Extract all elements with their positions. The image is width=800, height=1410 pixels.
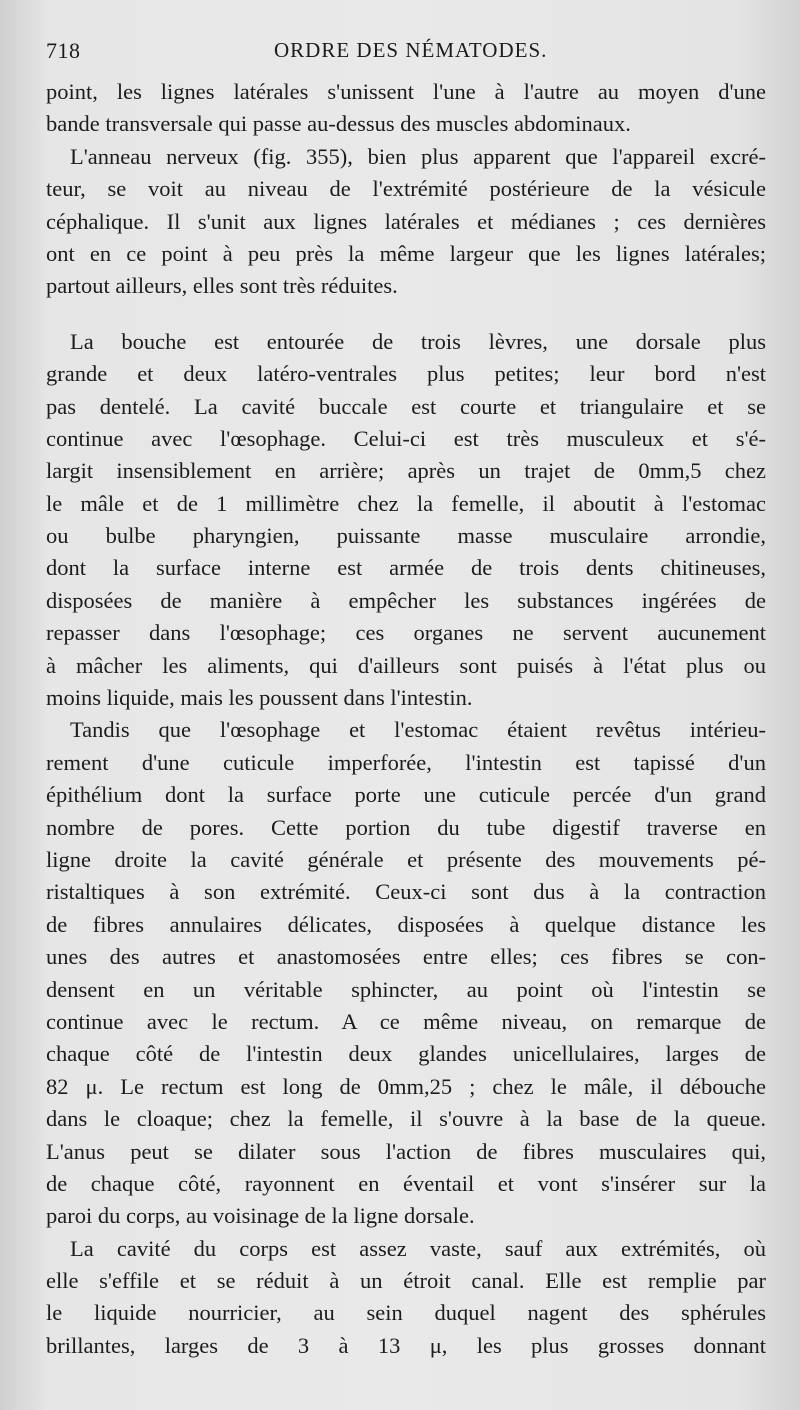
text-line: repasser dans l'œsophage; ces organes ne servent aucunement bbox=[46, 620, 766, 646]
text-line: ou bulbe pharyngien, puissante masse musculaire arrondie, bbox=[46, 523, 766, 549]
text-line: moins liquide, mais les poussent dans l'intestin. bbox=[46, 685, 473, 711]
running-title: ORDRE DES NÉMATODES. bbox=[274, 38, 548, 62]
text-line: paroi du corps, au voisinage de la ligne dorsale. bbox=[46, 1203, 475, 1229]
paragraph bbox=[46, 714, 766, 1232]
text-line: densent en un véritable sphincter, au point où l'intestin se bbox=[46, 976, 766, 1002]
paragraph bbox=[46, 141, 766, 303]
body-text bbox=[46, 76, 766, 1362]
text-line: le liquide nourricier, au sein duquel nagent des sphérules bbox=[46, 1300, 766, 1326]
text-line: le mâle et de 1 millimètre chez la femelle, il aboutit à l'estomac bbox=[46, 490, 766, 516]
text-line: dont la surface interne est armée de trois dents chitineuses, bbox=[46, 555, 766, 581]
text-line: continue avec l'œsophage. Celui-ci est très musculeux et s'é- bbox=[46, 425, 766, 451]
text-line: continue avec le rectum. A ce même niveau, on remarque de bbox=[46, 1008, 766, 1034]
running-head bbox=[46, 38, 766, 68]
text-line: 82 μ. Le rectum est long de 0mm,25 ; chez le mâle, il débouche bbox=[46, 1073, 766, 1099]
text-line: brillantes, larges de 3 à 13 μ, les plus grosses donnant bbox=[46, 1332, 766, 1358]
text-line: ont en ce point à peu près la même largeur que les lignes latérales; bbox=[46, 240, 766, 266]
text-line: teur, se voit au niveau de l'extrémité postérieure de la vésicule bbox=[46, 176, 766, 202]
text-line: dans le cloaque; chez la femelle, il s'ouvre à la base de la queue. bbox=[46, 1106, 766, 1132]
text-line: pas dentelé. La cavité buccale est courte et triangulaire et se bbox=[46, 393, 766, 419]
text-line: grande et deux latéro-ventrales plus petites; leur bord n'est bbox=[46, 361, 766, 387]
text-line: La bouche est entourée de trois lèvres, une dorsale plus bbox=[70, 328, 766, 354]
text-line: épithélium dont la surface porte une cuticule percée d'un grand bbox=[46, 782, 766, 808]
text-line: rement d'une cuticule imperforée, l'intestin est tapissé d'un bbox=[46, 749, 766, 775]
text-line: unes des autres et anastomosées entre elles; ces fibres se con- bbox=[46, 944, 766, 970]
paragraph bbox=[46, 326, 766, 715]
text-line: L'anneau nerveux (fig. 355), bien plus apparent que l'appareil excré- bbox=[70, 143, 766, 169]
paragraph bbox=[46, 1233, 766, 1363]
text-line: Tandis que l'œsophage et l'estomac étaient revêtus intérieu- bbox=[70, 717, 766, 743]
text-line: La cavité du corps est assez vaste, sauf aux extrémités, où bbox=[70, 1235, 766, 1261]
text-line: L'anus peut se dilater sous l'action de fibres musculaires qui, bbox=[46, 1138, 766, 1164]
text-line: nombre de pores. Cette portion du tube digestif traverse en bbox=[46, 814, 766, 840]
text-line: céphalique. Il s'unit aux lignes latérales et médianes ; ces dernières bbox=[46, 208, 766, 234]
page-number: 718 bbox=[46, 38, 81, 63]
text-line: elle s'effile et se réduit à un étroit canal. Elle est remplie par bbox=[46, 1268, 766, 1294]
text-line: point, les lignes latérales s'unissent l'une à l'autre au moyen d'une bbox=[46, 79, 766, 104]
text-line: bande transversale qui passe au-dessus des muscles abdominaux. bbox=[46, 111, 631, 137]
text-line: de fibres annulaires délicates, disposées à quelque distance les bbox=[46, 911, 766, 937]
paragraph bbox=[46, 76, 766, 141]
text-line: largit insensiblement en arrière; après un trajet de 0mm,5 chez bbox=[46, 458, 766, 484]
text-line: partout ailleurs, elles sont très réduites. bbox=[46, 273, 398, 299]
text-line: ligne droite la cavité générale et présente des mouvements pé- bbox=[46, 846, 766, 872]
text-line: à mâcher les aliments, qui d'ailleurs sont puisés à l'état plus ou bbox=[46, 652, 766, 678]
text-line: disposées de manière à empêcher les substances ingérées de bbox=[46, 587, 766, 613]
text-line: de chaque côté, rayonnent en éventail et vont s'insérer sur la bbox=[46, 1170, 766, 1196]
text-line: ristaltiques à son extrémité. Ceux-ci sont dus à la contraction bbox=[46, 879, 766, 905]
text-line: chaque côté de l'intestin deux glandes unicellulaires, larges de bbox=[46, 1041, 766, 1067]
